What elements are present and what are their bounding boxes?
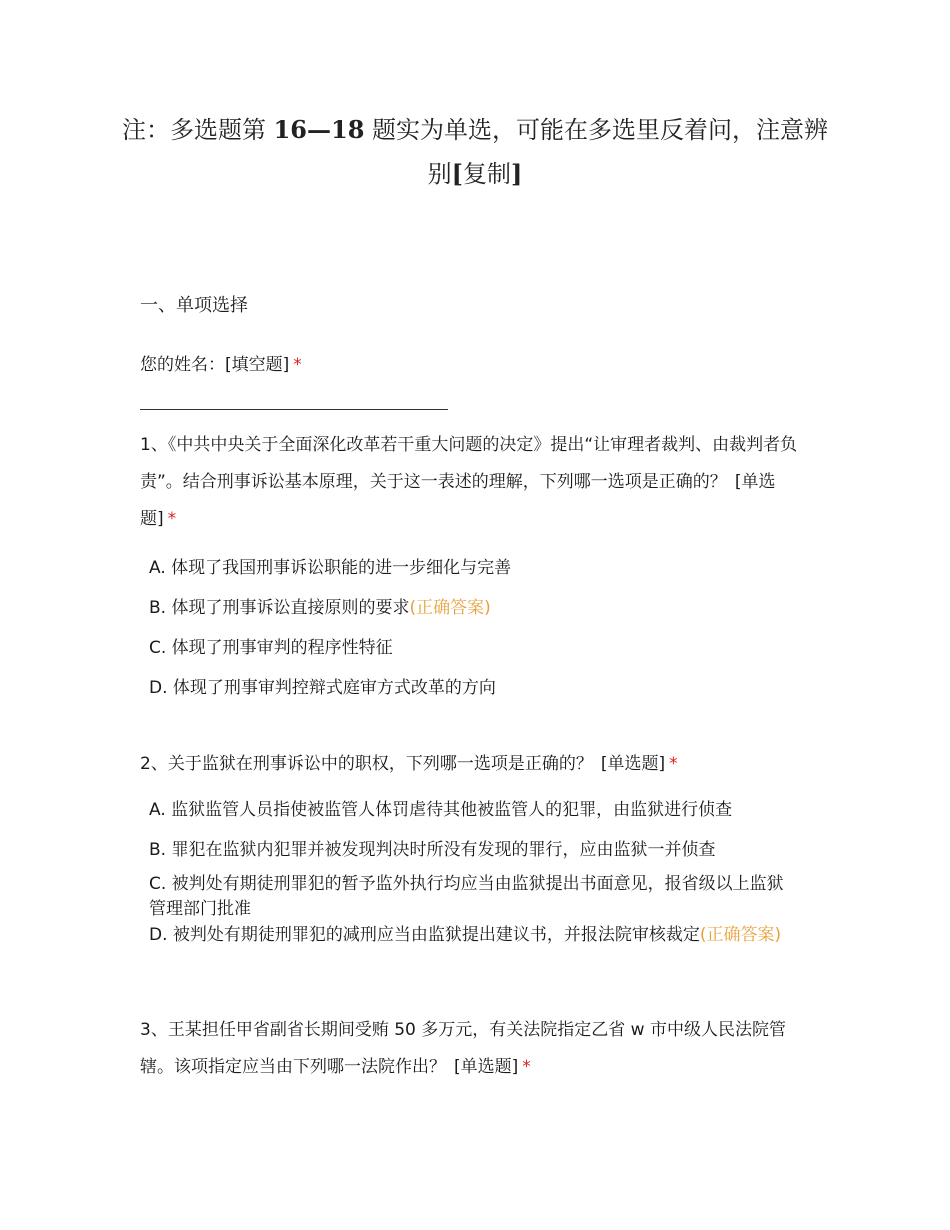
page-title — [120, 108, 830, 196]
option-1b[interactable] — [149, 596, 799, 621]
option-text: C. 被判处有期徒刑罪犯的暂予监外执行均应当由监狱提出书面意见，报省级以上监狱管理部门批准 — [149, 874, 784, 919]
option-text: D. 被判处有期徒刑罪犯的减刑应当由监狱提出建议书，并报法院审核裁定 — [149, 925, 700, 945]
option-1c[interactable] — [149, 636, 799, 661]
question-2 — [140, 746, 810, 783]
correct-answer-tag: (正确答案) — [409, 598, 491, 618]
question-type-tag: [单选题] — [454, 1057, 519, 1077]
option-text: B. 罪犯在监狱内犯罪并被发现判决时所没有发现的罪行，应由监狱一并侦查 — [149, 840, 716, 860]
option-text: C. 体现了刑事审判的程序性特征 — [149, 638, 393, 658]
title-bracket-open: [ — [451, 159, 463, 188]
required-mark: * — [293, 355, 302, 375]
name-question — [140, 352, 302, 378]
question-3 — [140, 1012, 810, 1086]
required-mark: * — [522, 1057, 531, 1077]
question-1 — [140, 427, 810, 538]
title-bracket-close: ] — [511, 159, 523, 188]
title-range: 16—18 — [273, 115, 365, 144]
question-text: 2、关于监狱在刑事诉讼中的职权，下列哪一选项是正确的？ — [140, 754, 593, 774]
required-mark: * — [167, 509, 177, 529]
section-heading: 一、单项选择 — [140, 295, 248, 316]
correct-answer-tag: (正确答案) — [699, 925, 782, 945]
question-type-tag: [单选题] — [140, 472, 776, 529]
option-1d[interactable] — [149, 676, 799, 701]
option-2c[interactable] — [149, 872, 799, 922]
copy-link[interactable]: 复制 — [463, 160, 511, 188]
option-2d[interactable] — [149, 923, 799, 948]
question-text: 1、《中共中央关于全面深化改革若干重大问题的决定》提出“让审理者裁判、由裁判者负责”。结合刑事诉讼基本原理，关于这一表述的理解，下列哪一选项是正确的？ — [140, 435, 798, 492]
question-type-tag: [单选题] — [600, 754, 666, 774]
option-2b[interactable] — [149, 838, 799, 863]
name-question-text: 您的姓名： — [140, 355, 225, 375]
question-type-tag: [填空题] — [225, 355, 290, 375]
option-text: D. 体现了刑事审判控辩式庭审方式改革的方向 — [149, 678, 496, 698]
option-1a[interactable] — [149, 556, 799, 581]
name-answer-line[interactable] — [140, 409, 448, 410]
title-suffix: 题实为单选，可能在多选里反着问，注意辨别 — [364, 116, 829, 188]
option-2a[interactable] — [149, 798, 799, 823]
question-text: 3、王某担任甲省副省长期间受贿 50 多万元，有关法院指定乙省 w 市中级人民法院管辖。该项指定应当由下列哪一法院作出？ — [140, 1020, 786, 1077]
required-mark: * — [669, 754, 678, 774]
option-text: A. 体现了我国刑事诉讼职能的进一步细化与完善 — [149, 558, 512, 578]
option-text: A. 监狱监管人员指使被监管人体罚虐待其他被监管人的犯罪，由监狱进行侦查 — [149, 800, 733, 820]
title-prefix: 注：多选题第 — [121, 116, 274, 144]
option-text: B. 体现了刑事诉讼直接原则的要求 — [149, 598, 410, 618]
